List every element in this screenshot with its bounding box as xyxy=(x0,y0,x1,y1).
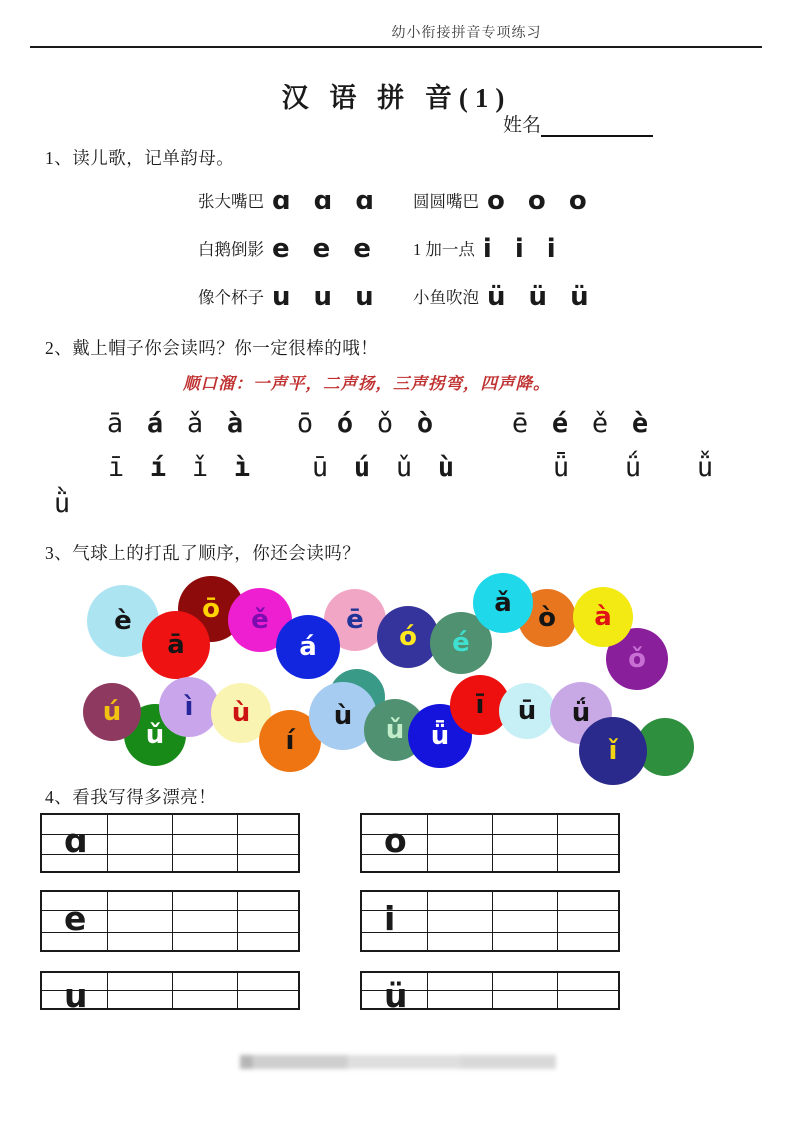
rhyme-item-letters: e e e xyxy=(272,234,379,264)
grid-line xyxy=(557,892,558,950)
grid-line xyxy=(362,910,618,911)
grid-line xyxy=(492,973,493,1008)
tone-letter: ú xyxy=(353,452,371,483)
rhyme-item-label: 圆圆嘴巴 xyxy=(413,192,479,211)
tone-letter: ě xyxy=(591,408,609,439)
balloon xyxy=(142,611,210,679)
grid-letter: ɑ xyxy=(64,821,88,860)
grid-line xyxy=(427,973,428,1008)
balloon xyxy=(83,683,141,741)
balloon-letter: ù xyxy=(333,701,353,731)
tone-group xyxy=(299,452,467,483)
rhyme-item xyxy=(198,234,378,264)
tone-letter: ē xyxy=(511,408,529,439)
balloon-letter: ě xyxy=(251,605,269,635)
tone-group xyxy=(95,408,255,439)
tone-letter: ǘ xyxy=(624,452,642,483)
balloon-letter: é xyxy=(452,628,470,658)
tone-letter: ǖ xyxy=(552,452,570,483)
tone-letter: á xyxy=(146,408,164,439)
grid-line xyxy=(492,892,493,950)
balloon-letter: ò xyxy=(538,603,556,633)
name-underline xyxy=(541,115,653,137)
tone-letter: ā xyxy=(106,408,124,439)
grid-line xyxy=(427,815,428,871)
balloon-letter: ù xyxy=(231,698,251,728)
balloon-letter: ì xyxy=(184,692,194,722)
balloon-letter: ū xyxy=(517,696,537,726)
tone-group xyxy=(285,408,445,439)
writing-grid xyxy=(360,813,620,873)
grid-line xyxy=(237,815,238,871)
rhyme-item-letters: ü ü ü xyxy=(487,282,596,312)
writing-grid xyxy=(40,890,300,952)
watermark-blur xyxy=(240,1055,556,1069)
balloon-letter: ā xyxy=(167,630,185,660)
name-label: 姓名 xyxy=(503,115,542,136)
tone-letter: è xyxy=(631,408,649,439)
balloon-letter: í xyxy=(285,726,295,756)
balloon xyxy=(579,717,647,785)
balloon-letter: ē xyxy=(346,605,364,635)
balloon-letter: ō xyxy=(202,594,220,624)
page-header: 幼小衔接拼音专项练习 xyxy=(391,26,542,41)
grid-line xyxy=(557,973,558,1008)
grid-line xyxy=(172,815,173,871)
balloon-letter: à xyxy=(594,602,612,632)
grid-line xyxy=(107,892,108,950)
balloon-letter: ǐ xyxy=(608,736,618,766)
tone-group xyxy=(500,408,660,439)
rhyme-item-letters: i i i xyxy=(482,234,563,264)
tone-letter: ǎ xyxy=(186,408,204,439)
name-row xyxy=(503,110,653,137)
grid-line xyxy=(237,973,238,1008)
rhyme-item-label: 小鱼吹泡 xyxy=(413,288,479,307)
tone-letter: ǚ xyxy=(696,452,714,483)
balloon-letter: ǔ xyxy=(145,720,165,750)
rhyme-item xyxy=(413,282,596,312)
grid-line xyxy=(107,973,108,1008)
balloon-letter: ǒ xyxy=(628,644,646,674)
balloon-letter: ǎ xyxy=(494,588,512,618)
tone-rhyme-text: 顺口溜：一声平，二声扬，三声拐弯，四声降。 xyxy=(183,374,551,393)
rhyme-item-label: 1 加一点 xyxy=(413,240,475,259)
balloon-letter: á xyxy=(299,632,317,662)
rhyme-item xyxy=(413,186,594,216)
writing-grid xyxy=(40,813,300,873)
grid-letter: ü xyxy=(384,976,408,1015)
rhyme-item-letters: u u u xyxy=(272,282,381,312)
grid-line xyxy=(237,892,238,950)
balloon-letter: ī xyxy=(475,690,485,720)
tone-row-2 xyxy=(95,452,741,483)
tone-letter: ù xyxy=(437,452,455,483)
tone-row-1 xyxy=(95,408,660,439)
header-divider xyxy=(30,46,762,48)
balloon-letter: è xyxy=(114,606,132,636)
section1-heading: 1、读儿歌，记单韵母。 xyxy=(45,148,235,168)
tone-group xyxy=(525,452,741,483)
grid-letter: o xyxy=(384,821,407,860)
grid-line xyxy=(362,932,618,933)
tone-letter: é xyxy=(551,408,569,439)
grid-line xyxy=(427,892,428,950)
rhyme-item-label: 白鹅倒影 xyxy=(198,240,264,259)
balloon-letter: ǖ xyxy=(430,721,450,751)
balloon xyxy=(473,573,533,633)
tone-letter: ǐ xyxy=(191,452,209,483)
rhyme-item-letters: o o o xyxy=(487,186,594,216)
grid-line xyxy=(172,973,173,1008)
tone-letter: í xyxy=(149,452,167,483)
tone-letter: ǒ xyxy=(376,408,394,439)
tone-letter: ǔ xyxy=(395,452,413,483)
balloon-letter: ú xyxy=(102,697,122,727)
grid-line xyxy=(107,815,108,871)
grid-line xyxy=(172,892,173,950)
balloon xyxy=(499,683,555,739)
balloon xyxy=(573,587,633,647)
balloon xyxy=(159,677,219,737)
balloon-letter: ǔ xyxy=(385,715,405,745)
grid-line xyxy=(557,815,558,871)
writing-grid xyxy=(40,971,300,1015)
rhyme-item-label: 像个杯子 xyxy=(198,288,264,307)
rhyme-item-letters: ɑ ɑ ɑ xyxy=(272,186,381,216)
tone-letter: ó xyxy=(336,408,354,439)
tone-group xyxy=(95,452,263,483)
rhyme-item xyxy=(198,186,381,216)
tone-group xyxy=(42,488,82,519)
tone-letter: ì xyxy=(233,452,251,483)
section3-heading: 3、气球上的打乱了顺序，你还会读吗？ xyxy=(45,543,361,563)
grid-letter: e xyxy=(64,899,87,938)
tone-letter: à xyxy=(226,408,244,439)
rhyme-item xyxy=(198,282,381,312)
grid-line xyxy=(492,815,493,871)
section4-heading: 4、看我写得多漂亮！ xyxy=(45,787,217,807)
writing-grid xyxy=(360,971,620,1015)
writing-grid xyxy=(360,890,620,952)
tone-letter: ū xyxy=(311,452,329,483)
tone-letter: ò xyxy=(416,408,434,439)
balloon-letter: ó xyxy=(399,622,417,652)
balloon xyxy=(276,615,340,679)
grid-letter: i xyxy=(384,899,396,938)
tone-row-3 xyxy=(42,488,82,519)
tone-letter: ō xyxy=(296,408,314,439)
balloon-letter: ǘ xyxy=(571,698,591,728)
page-title: 汉 语 拼 音(1) xyxy=(281,83,512,113)
tone-letter: ī xyxy=(107,452,125,483)
rhyme-item-label: 张大嘴巴 xyxy=(198,192,264,211)
rhyme-item xyxy=(413,234,563,264)
grid-letter: u xyxy=(64,976,88,1015)
section2-heading: 2、戴上帽子你会读吗？你一定很棒的哦！ xyxy=(45,338,379,358)
tone-letter: ǜ xyxy=(53,488,71,519)
